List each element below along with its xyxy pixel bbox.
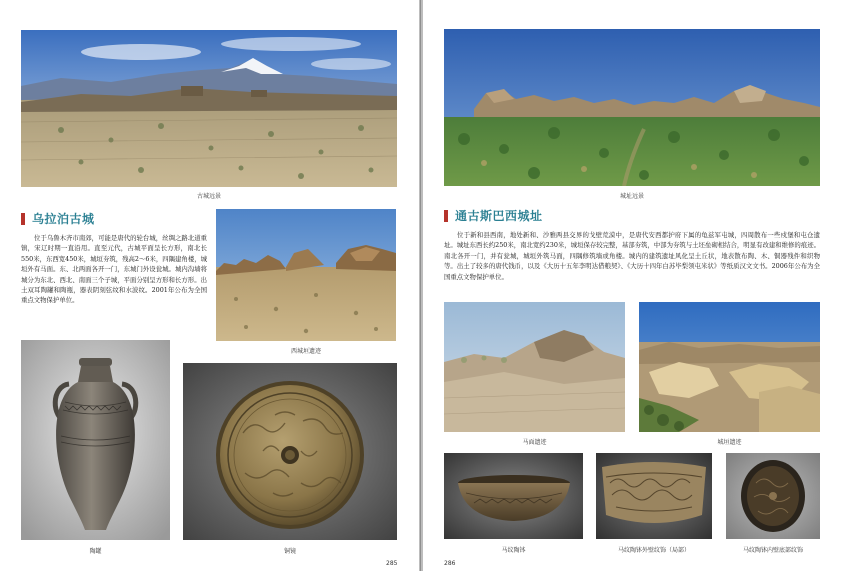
bowl-caption: 马纹陶钵 xyxy=(501,547,526,554)
heading-accent-bar xyxy=(21,213,25,225)
page-number-left: 285 xyxy=(386,560,398,567)
wall-caption: 城垣遗迹 xyxy=(717,439,742,446)
mirror-caption: 铜镜 xyxy=(283,548,296,555)
top-photo-caption: 古城远景 xyxy=(196,193,221,200)
section-title: 通古斯巴西城址 xyxy=(455,209,543,223)
section-paragraph: 位于乌鲁木齐市南郊，可能是唐代的轮台城，丝绸之路北道重镇，宋辽时期一直沿用。直至元代，古城平面呈长方形，南北长550米，东西宽450米，城垣夯筑，残高2～6米，四隅建角楼，城垣外有马面。东、北两面各开一门，东城门外设瓮城。城内沟墙将城分为东北、西北、南面三个子城，平面分别呈方形和长方形。出土双耳陶罐和陶瓶，器表阴刻弦纹和水波纹。2001年公布为全国重点文物保护单位。 xyxy=(21,234,207,305)
bowl-outer-decoration-photo xyxy=(596,453,712,539)
west-wall-ruins-photo xyxy=(216,209,396,341)
city-site-distant-view-photo xyxy=(444,29,820,186)
heading-accent-bar xyxy=(444,210,448,222)
wall-remains-photo xyxy=(639,302,820,432)
bowl-inner-decoration-photo xyxy=(726,453,820,539)
left-page xyxy=(0,0,419,571)
page-number-right: 286 xyxy=(444,560,456,567)
mamian-caption: 马面遗迹 xyxy=(522,439,547,446)
horse-pattern-bowl-photo xyxy=(444,453,583,539)
bronze-mirror-photo xyxy=(183,363,397,540)
side-photo-caption: 西城垣遗迹 xyxy=(290,348,321,355)
bowl-outer-caption: 马纹陶钵外壁纹饰（局部） xyxy=(617,547,690,554)
section-title: 乌拉泊古城 xyxy=(32,212,95,226)
pottery-jar-photo xyxy=(21,340,170,540)
section-heading-tonggusibaxi xyxy=(444,207,543,224)
gutter-fold-line xyxy=(420,0,421,571)
ancient-city-distant-view-photo xyxy=(21,30,397,187)
bowl-inner-caption: 马纹陶钵内壁底部纹饰 xyxy=(742,547,803,554)
right-page xyxy=(423,0,842,571)
section-heading-wulabo xyxy=(21,210,95,227)
section-body-text xyxy=(21,233,207,306)
jar-caption: 陶罐 xyxy=(89,548,102,555)
section-paragraph: 位于新和县西南，地处新和、沙雅两县交界的戈壁荒漠中，是唐代安西都护府下属的龟兹军屯城，四周散布一些戍堡和屯仓遗址。城址东西长约250米，南北宽约230米，城垣保存较完整，基部夯筑，中部为夯筑与土坯垒砌相结合，明显有改建和维修的痕迹。南北各开一门，并有瓮城，城垣外筑马面，四隅修筑墙或角楼。城内的建筑遗址风化呈土丘状，地表散布陶、木、铜器残件和织物等。出土了较多的唐代钱币，以及《大历十五年李明达借粮契》、《大历十四年白苏毕梨领屯米状》等纸质汉文文书。2006年公布为全国重点文物保护单位。 xyxy=(444,231,820,281)
mamian-remains-photo xyxy=(444,302,625,432)
top-photo-caption: 城址远景 xyxy=(619,193,644,200)
section-body-text xyxy=(444,230,820,282)
